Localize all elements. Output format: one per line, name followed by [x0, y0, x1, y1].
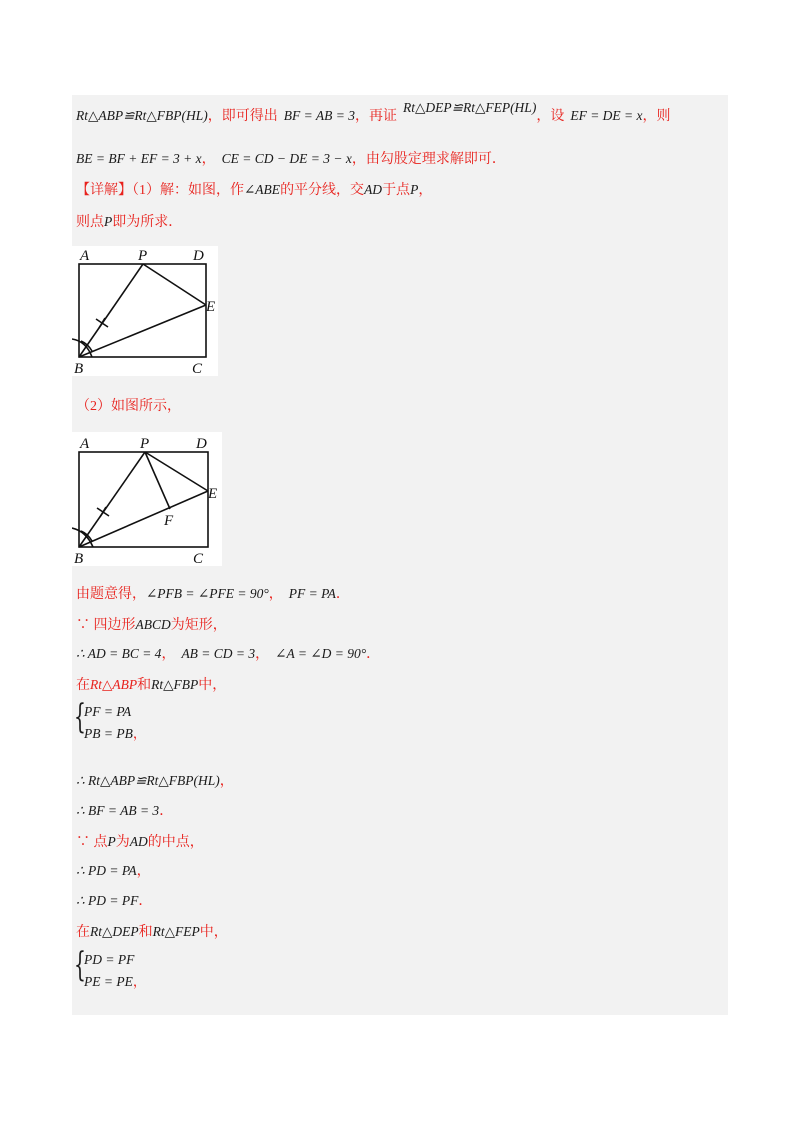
line-7	[76, 615, 227, 636]
text: 和	[138, 925, 153, 940]
text: 中，	[199, 925, 228, 940]
line-14	[76, 891, 152, 912]
math-p: P	[104, 214, 113, 229]
equation-system-1	[84, 701, 146, 745]
text: 于点	[382, 183, 411, 198]
label-d: D	[196, 436, 207, 452]
math-pd-pa: ∴ PD = PA	[76, 863, 137, 878]
label-d: D	[193, 248, 204, 264]
math-angle-abe: ∠ABE	[244, 182, 281, 197]
text: 的平分线，交	[280, 183, 365, 198]
line-2	[76, 149, 506, 170]
tick-mark	[100, 507, 106, 517]
math-abcd: ABCD	[135, 617, 171, 632]
text: 在	[76, 678, 90, 693]
label-f: F	[164, 513, 174, 529]
math-rt-fbp: Rt△FBP	[151, 677, 199, 692]
text: ，	[161, 647, 176, 662]
equation-system-2	[84, 949, 146, 993]
math-be: BE = BF + EF = 3 + x	[76, 151, 202, 166]
line-12	[76, 832, 204, 853]
text: ，	[219, 774, 234, 789]
text: ，	[268, 587, 283, 602]
because-symbol: ∵ 四边形	[76, 618, 136, 633]
label-e: E	[206, 299, 216, 315]
text: 中，	[198, 678, 227, 693]
label-p: P	[138, 248, 148, 264]
math-right-angles: ∠PFB = ∠PFE = 90°	[146, 586, 269, 601]
math-ad: AD	[129, 834, 148, 849]
math-ce: CE = CD − DE = 3 − x	[221, 151, 352, 166]
text: （2）如图所示，	[76, 399, 181, 414]
text: ．	[138, 894, 153, 909]
math-rt-dep: Rt△DEP	[90, 924, 139, 939]
line-15	[76, 922, 228, 943]
line-8	[76, 644, 380, 665]
segment-pe	[143, 264, 206, 305]
math-ef-de: EF = DE = x	[570, 108, 643, 123]
segment-be	[79, 305, 206, 357]
equation-row: PD = PF	[84, 952, 135, 967]
text: 则点	[76, 215, 104, 230]
label-c: C	[192, 361, 203, 376]
line-4	[76, 212, 182, 233]
text: ∵ 点	[76, 835, 108, 850]
equation-row: PE = PE	[84, 974, 133, 989]
line-13	[76, 861, 151, 882]
text: 为矩形，	[170, 618, 227, 633]
label-a: A	[80, 248, 90, 264]
detail-heading: 【详解】（1）解：如图，作	[76, 183, 244, 198]
math-bf-ab: BF = AB = 3	[283, 108, 356, 123]
text: ，由勾股定理求解即可．	[351, 152, 506, 167]
line-9	[76, 675, 226, 696]
line-6	[76, 584, 350, 605]
label-b: B	[74, 551, 84, 566]
label-p: P	[140, 436, 150, 452]
label-c: C	[193, 551, 204, 566]
text: ，	[132, 974, 147, 989]
figure-2	[72, 432, 222, 566]
text: ，	[418, 183, 433, 198]
math-ab-cd: AB = CD = 3	[181, 646, 256, 661]
equation-row: PF = PA	[84, 704, 132, 719]
line-5	[76, 397, 181, 417]
text: ，	[255, 647, 270, 662]
figure-1	[72, 246, 218, 376]
line-11	[76, 801, 173, 822]
tick-mark	[99, 318, 105, 328]
math-pd-pf: ∴ PD = PF	[76, 893, 139, 908]
math-congruence-abp-fbp: Rt△ABP≌Rt△FBP(HL)	[76, 108, 208, 123]
math-angles-a-d: ∠A = ∠D = 90°	[275, 646, 367, 661]
math-ad: AD	[364, 182, 383, 197]
line-3	[76, 180, 432, 201]
text: ，则	[642, 109, 671, 124]
math-congruence-abp-fbp: ∴ Rt△ABP≌Rt△FBP(HL)	[76, 773, 220, 788]
figure-1-svg	[72, 246, 218, 376]
equation-row: PB = PB	[84, 726, 133, 741]
brace-2: {	[74, 945, 86, 985]
rectangle-abcd	[79, 264, 206, 357]
text: 在	[76, 925, 90, 940]
text: ，	[136, 864, 151, 879]
text: ，设	[536, 109, 565, 124]
text: ．	[335, 587, 350, 602]
text: 即为所求．	[112, 215, 183, 230]
figure-2-svg	[72, 432, 222, 566]
math-rt-fep: Rt△FEP	[152, 924, 200, 939]
text: ．	[366, 647, 381, 662]
text: ，	[132, 726, 147, 741]
text: ．	[159, 804, 174, 819]
text: ，	[201, 152, 216, 167]
brace-1: {	[74, 697, 86, 737]
math-bf-ab: ∴ BF = AB = 3	[76, 803, 160, 818]
line-10	[76, 771, 234, 792]
text: 的中点，	[147, 835, 204, 850]
text: 为	[115, 835, 130, 850]
math-pf-pa: PF = PA	[288, 586, 336, 601]
text: 和	[137, 678, 152, 693]
math-ad-bc: ∴ AD = BC = 4	[76, 646, 162, 661]
math-rt-abp: Rt△ABP	[90, 677, 138, 692]
line-1	[76, 100, 671, 127]
segment-pe	[145, 452, 208, 491]
label-b: B	[74, 361, 84, 376]
label-e: E	[208, 486, 218, 502]
math-p: P	[410, 182, 419, 197]
math-congruence-dep-fep: Rt△DEP≌Rt△FEP(HL)	[403, 100, 537, 115]
text: 由题意得，	[76, 587, 146, 602]
math-p: P	[107, 834, 116, 849]
label-a: A	[80, 436, 90, 452]
text: ，即可得出	[207, 109, 278, 124]
text: ，再证	[355, 109, 398, 124]
